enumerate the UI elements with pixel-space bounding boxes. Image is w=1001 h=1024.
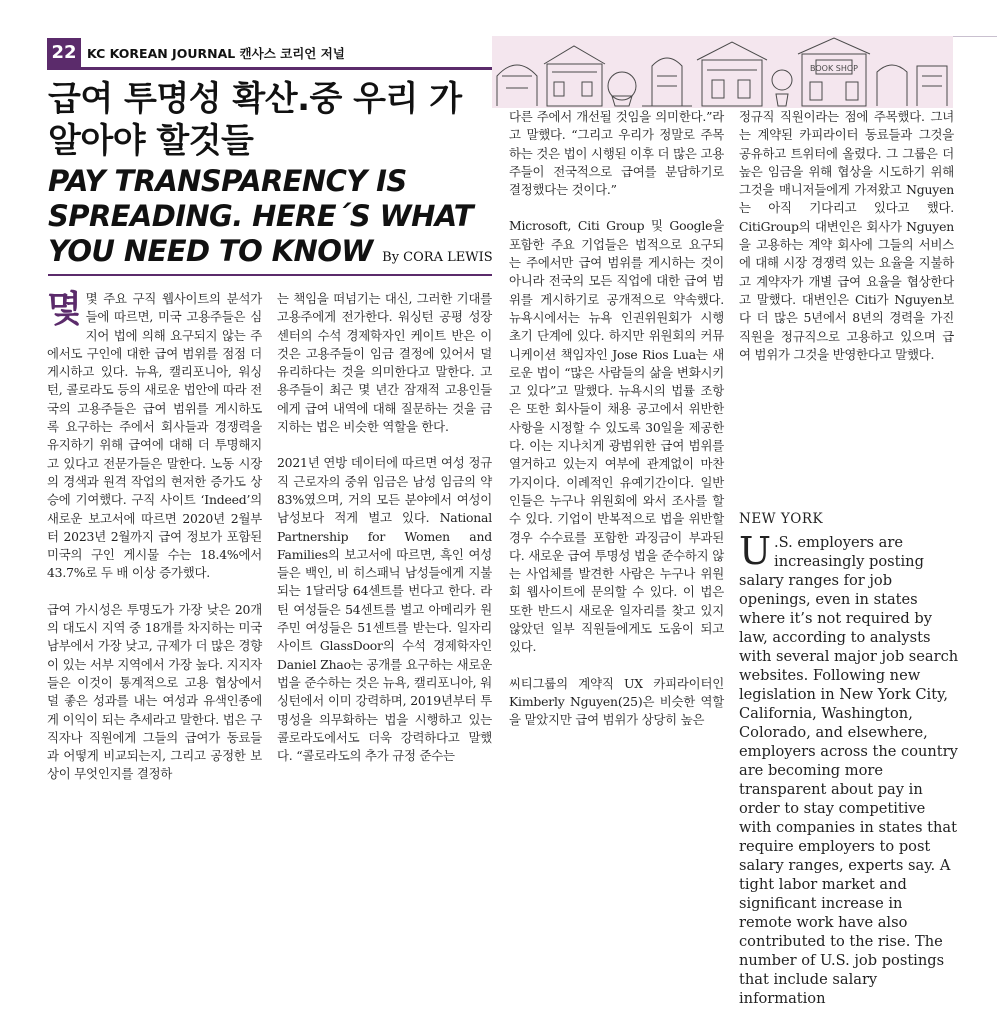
col2-paragraph-1: 는 책임을 떠넘기는 대신, 그러한 기대를 고용주에게 전가한다. 워싱턴 공평 성장 센터의 수석 경제학자인 케이트 반은 이것은 고용주들이 임금 결정에 있어서 덜 유리하다는 것을 의미한다고 말한다. 고용주들이 최근 몇 년간 잠재적 고용인들에게 급여 내역에 대해 질문하는 것을 금지하는 법은 비슷한 역할을 한다.: [277, 291, 492, 435]
col1-paragraph-1-text: 몇 주요 구직 웹사이트의 분석가들에 따르면, 미국 고용주들은 심지어 법에 의해 요구되지 않는 주에서도 구인에 대한 급여 범위를 점점 더 게시하고 있다. 뉴욕, 캘리포니아, 워싱턴, 콜로라도 등의 새로운 법안에 따라 전국의 고용주들은 급여 범위를 게시하도록 요구하는 주에서 회사들과 경쟁력을 유지하기 위해 급여에 대해 더 투명해지고 있다고 전문가들은 말한다. 노동 시장의 경색과 원격 작업의 현저한 증가도 상승에 기여했다. 구직 사이트 ‘Indeed’의 새로운 보고서에 따르면 2020년 2월부터 2023년 2월까지 급여 정보가 포함된 미국의 구인 게시물 수는 18.4%에서 43.7%로 두 배 이상 증가했다.: [47, 291, 262, 581]
col2-paragraph-2: 2021년 연방 데이터에 따르면 여성 정규직 근로자의 중위 임금은 남성 임금의 약 83%였으며, 거의 모든 분야에서 여성이 남성보다 적게 벌고 있다. National Partnership for Women and Families의 보고서에 따르면, 흑인 여성들은 백인, 비 히스패닉 남성들에게 지불되는 1달러당 64센트를 번다고 한다. 라틴 여성들은 54센트를 벌고 아메리카 원주민 여성들은 51센트를 받는다. 일자리 사이트 GlassDoor의 수석 경제학자인 Daniel Zhao는 공개를 요구하는 새로운 법을 준수하는 것은 뉴욕, 캘리포니아, 워싱턴에서 이미 강력하며, 2019년부터 투명성을 의무화하는 법을 시행하고 있는 콜로라도에서도 더욱 강력하다고 말했다. “콜로라도의 추가 규정 준수는: [277, 455, 492, 764]
storefront-illustration: [492, 36, 953, 108]
english-article: [739, 510, 959, 1007]
col4-paragraph-1: 정규직 직원이라는 점에 주목했다. 그녀는 계약된 카피라이터 동료들과 그것을 공유하고 트위터에 올렸다. 그 그룹은 더 높은 임금을 위해 협상을 시도하기 위해 그것을 매니저들에게 가져왔고 Nguyen는 아직 기다리고 있다고 했다. CitiGroup의 대변인은 회사가 Nguyen을 고용하는 계약 회사에 그들의 서비스에 대해 시장 경쟁력 있는 요율을 지불하고 계약자가 개별 급여 요율을 협상한다고 말했다. 대변인은 Citi가 Nguyen보다 더 많은 5년에서 8년의 경력을 가진 직원을 정규직으로 고용하고 있으며 급여 범위가 그것을 반영한다고 말했다.: [739, 109, 954, 362]
page-number: 22: [47, 38, 81, 67]
dateline: NEW YORK: [739, 511, 824, 527]
headline-english-text: PAY TRANSPARENCY IS SPREADING. HERE´S WHAT YOU NEED TO KNOW: [48, 164, 473, 268]
column-2: [277, 290, 492, 980]
drop-cap-english: U: [739, 529, 772, 573]
english-paragraph: [739, 529, 959, 1008]
col3-paragraph-2: Microsoft, Citi Group 및 Google을 포함한 주요 기업들은 법적으로 요구되는 주에서만 급여 범위를 게시하는 것이 아니라 전국의 모든 직업에 대한 급여 범위를 게시하기로 공개적으로 약속했다. 뉴욕시에서는 뉴욕 인권위원회가 시행 초기 단계에 있다. 하지만 위원회의 커뮤니케이션 책임자인 Jose Rios Lua는 새로운 법이 “많은 사람들의 삶을 변화시키고 있다”고 말했다. 뉴욕시의 법률 조항은 또한 회사들이 채용 공고에서 위반한 사항을 시정할 수 있도록 30일을 제공한다. 이는 지나치게 광범위한 급여 범위를 열거하고 있는지 여부에 관계없이 마찬가지이다. 이례적인 유예기간이다. 일반인들은 누구나 위원회에 와서 조사를 할 수 있다. 기업이 반복적으로 법을 위반할 경우 수수료를 포함한 과징금이 부과된다. 새로운 급여 투명성 법을 준수하지 않는 사업체를 발견한 사람은 누구나 위원회 웹사이트에 문의할 수 있다. 이 법은 또한 반드시 새로운 일자리를 찾고 있지 않았던 일부 직원들에게도 도움이 되고 있다.: [509, 218, 724, 655]
illustration-banner: [492, 36, 953, 108]
col3-paragraph-1: 다른 주에서 개선될 것임을 의미한다.”라고 말했다. “그리고 우리가 정말로 주목하는 것은 법이 시행된 이후 더 많은 고용주들이 전국적으로 급여를 분담하기로 결정했다는 것이다.”: [509, 109, 724, 198]
headline-korean: 급여 투명성 확산.중 우리 가 알아야 할것들: [48, 79, 462, 161]
column-1: [47, 290, 262, 980]
headline-english: [48, 164, 508, 275]
page-header: [47, 38, 497, 67]
column-4: [739, 108, 954, 488]
col1-paragraph-1: [47, 290, 262, 583]
header-rule: [47, 67, 492, 70]
book-shop-sign: BOOK SHOP: [810, 64, 858, 73]
english-paragraph-text: .S. employers are increasingly posting salary ranges for job openings, even in states where it’s not required by law, according to analysts with several major job search websites. Following new legislation in New York City, California, Washington, Colorado, and elsewhere, employers across the country are becoming more transparent about pay in order to stay competitive with companies in states that require employers to post salary ranges, experts say. A tight labor market and significant increase in remote work have also contributed to the rise. The number of U.S. job postings that include salary information: [739, 534, 959, 1007]
column-3: [509, 108, 724, 980]
journal-name: KC KOREAN JOURNAL 캔사스 코리언 저널: [87, 46, 345, 61]
drop-cap-korean: 몇: [47, 289, 82, 330]
col3-paragraph-3: 씨티그룹의 계약직 UX 카피라이터인 Kimberly Nguyen(25)은 비슷한 역할을 맡았지만 급여 범위가 상당히 높은: [509, 675, 724, 728]
byline-rule: [48, 274, 492, 276]
col1-paragraph-2: 급여 가시성은 투명도가 가장 낮은 20개의 대도시 지역 중 18개를 차지하는 미국 남부에서 가장 낮고, 규제가 더 많은 경향이 있는 서부 지역에서 가장 높다. 지지자들은 이것이 통계적으로 고용 협상에서 덜 좋은 성과를 내는 여성과 유색인종에게 이익이 되는 추세라고 말한다. 법은 구직자나 직원에게 그들의 급여가 동료들과 어떻게 비교되는지, 그리고 공정한 보상이 무엇인지를 결정하: [47, 601, 262, 782]
byline: By CORA LEWIS: [382, 250, 493, 265]
